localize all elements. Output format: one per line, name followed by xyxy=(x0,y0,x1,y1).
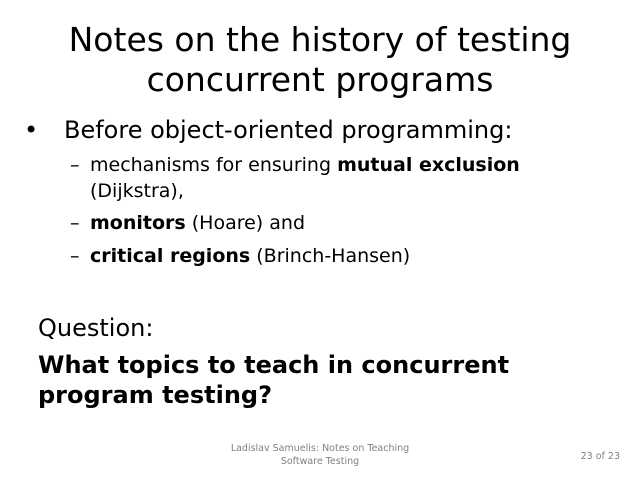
dash-icon: – xyxy=(70,154,80,176)
slide-title xyxy=(40,20,600,100)
slide-title-line-2: concurrent programs xyxy=(146,60,494,99)
sub-point-text xyxy=(90,152,560,204)
question-text: What topics to teach in concurrent program testing? xyxy=(38,351,510,409)
sub-point-prefix: mechanisms for ensuring xyxy=(90,154,338,176)
dash-icon: – xyxy=(70,212,80,234)
dash-icon: – xyxy=(70,245,80,267)
footer-line-2: Software Testing xyxy=(280,456,360,467)
sub-point-bold-term: monitors xyxy=(90,212,186,234)
footer-line-1: Ladislav Samuelis: Notes on Teaching xyxy=(230,443,410,454)
sub-point-suffix: (Hoare) and xyxy=(185,212,306,234)
main-bullet-text: Before object-oriented programming: xyxy=(64,116,513,144)
sub-point-suffix: (Dijkstra), xyxy=(90,180,184,202)
sub-point-bold-term: critical regions xyxy=(90,245,251,267)
sub-point-text xyxy=(90,210,560,236)
sub-point-bold-term: mutual exclusion xyxy=(337,154,520,176)
slide-title-line-1: Notes on the history of testing xyxy=(68,20,572,59)
sub-point-text xyxy=(90,243,560,269)
bullet-icon: • xyxy=(24,116,39,144)
page-number: 23 of 23 xyxy=(580,451,620,462)
footer-author xyxy=(210,442,430,468)
sub-point-suffix: (Brinch-Hansen) xyxy=(250,245,411,267)
question-label: Question: xyxy=(38,314,154,342)
